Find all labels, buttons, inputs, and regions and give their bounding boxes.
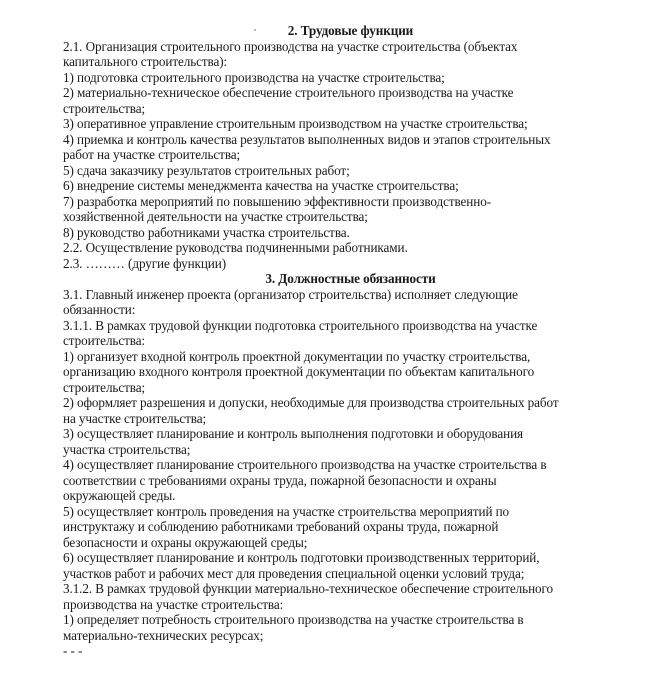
text-line: 1) определяет потребность строительного производства на участке строительства в [63,612,524,627]
text-line: 5) сдача заказчику результатов строительных работ; [63,162,350,178]
text-line: 2.1. Организация строительного производства на участке строительства (объектах [63,38,518,54]
text-line: участков работ и рабочих мест для проведения специальной оценки условий труда; [63,565,525,581]
text-line: строительства; [63,379,146,395]
text-line: участка строительства; [63,441,191,457]
text-line: соответствии с требованиями охраны труда, пожарной безопасности и охраны [63,472,497,488]
text-line: 2) оформляет разрешения и допуски, необходимые для производства строительных работ [63,395,559,410]
text-line: 1) организует входной контроль проектной документации по участку строительства, [63,348,531,364]
section-2-heading: 2. Трудовые функции [287,23,414,38]
text-line: 3) оперативное управление строительным производством на участке строительства; [63,116,528,131]
section-2-body [63,39,638,272]
text-line: обязанности: [63,302,136,317]
text-line: 8) руководство работниками участка строительства. [63,224,350,240]
text-line: строительства; [63,100,146,116]
text-line: 4) осуществляет планирование строительного производства на участке строительства в [63,457,547,472]
text-line: 1) подготовка строительного производства на участке строительства; [63,69,445,85]
text-line: на участке строительства; [63,410,207,426]
text-line: капитального строительства): [63,54,228,69]
text-line: 2.2. Осуществление руководства подчиненными работниками. [63,240,408,255]
section-3-heading: 3. Должностные обязанности [265,271,436,286]
text-line: производства на участке строительства: [63,596,284,612]
text-line: 6) внедрение системы менеджмента качества на участке строительства; [63,178,459,193]
text-line: хозяйственной деятельности на участке строительства; [63,209,368,224]
text-line: материально-технических ресурсах; [63,627,264,643]
text-line: окружающей среды. [63,488,176,503]
section-3-body [63,287,638,659]
text-line: 2.3. ……… (другие функции) [63,255,227,271]
text-line: 3.1. Главный инженер проекта (организатор строительства) исполняет следующие [63,286,518,302]
text-line: 3.1.1. В рамках трудовой функции подготовка строительного производства на участке [63,317,538,333]
text-line: 6) осуществляет планирование и контроль подготовки производственных территорий, [63,550,540,565]
text-line: инструктажу и соблюдению работниками требований охраны труда, пожарной [63,519,499,534]
text-line: 3) осуществляет планирование и контроль выполнения подготовки и оборудования [63,426,523,441]
text-line: 4) приемка и контроль качества результатов выполненных видов и этапов строительных [63,131,551,147]
text-line: 2) материально-техническое обеспечение строительного производства на участке [63,85,514,100]
document-page [63,23,638,659]
text-line: работ на участке строительства; [63,147,241,162]
text-line: 3.1.2. В рамках трудовой функции материально-техническое обеспечение строительного [63,581,553,596]
text-line: 5) осуществляет контроль проведения на участке строительства мероприятий по [63,503,510,519]
bullet-dot [254,29,256,31]
text-line: - - - [63,643,83,658]
text-line: 7) разработка мероприятий по повышению эффективности производственно- [63,193,491,209]
text-line: строительства: [63,333,146,348]
text-line: организацию входного контроля проектной документации по объектам капитального [63,364,535,379]
text-line: безопасности и охраны окружающей среды; [63,534,308,550]
